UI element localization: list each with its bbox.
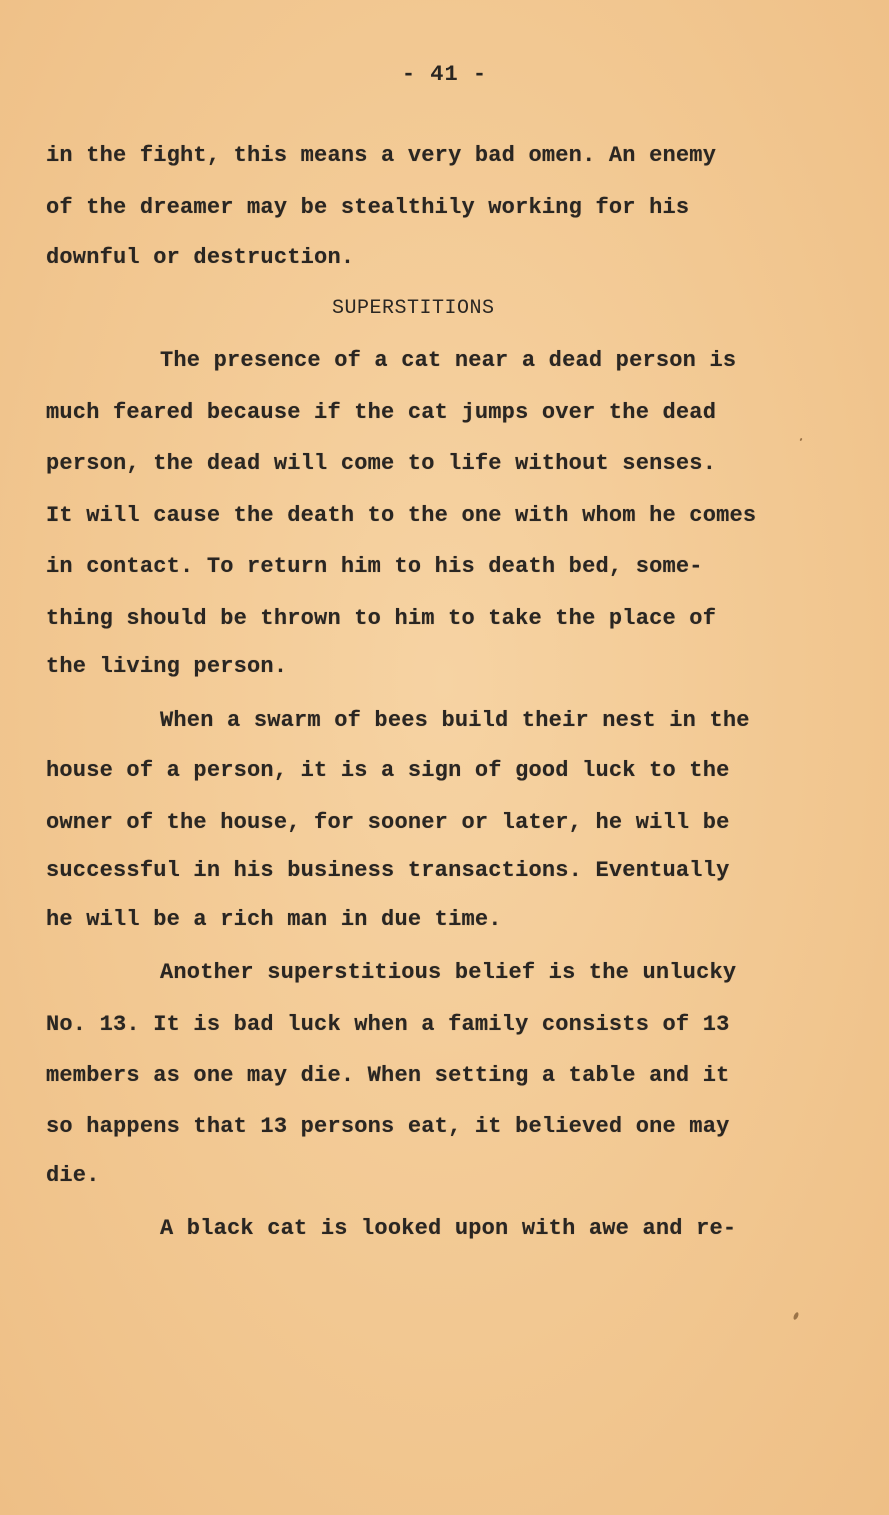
text-line: much feared because if the cat jumps over the dead — [46, 400, 717, 425]
section-heading: SUPERSTITIONS — [332, 297, 495, 320]
text-line: he will be a rich man in due time. — [46, 907, 502, 932]
text-line: members as one may die. When setting a table and it — [46, 1063, 730, 1088]
text-line: successful in his business transactions. Eventually — [46, 858, 730, 883]
text-line: die. — [46, 1163, 100, 1188]
text-line: house of a person, it is a sign of good luck to the — [46, 758, 730, 783]
text-line: in the fight, this means a very bad omen. An enemy — [46, 143, 717, 168]
paragraph-first-line: When a swarm of bees build their nest in the — [160, 708, 750, 733]
text-line: It will cause the death to the one with whom he comes — [46, 503, 757, 528]
text-line: owner of the house, for sooner or later, he will be — [46, 810, 730, 835]
text-line: person, the dead will come to life without senses. — [46, 451, 717, 476]
paragraph-first-line: A black cat is looked upon with awe and re- — [160, 1216, 737, 1241]
text-line: of the dreamer may be stealthily working for his — [46, 195, 690, 220]
text-line: thing should be thrown to him to take the place of — [46, 606, 717, 631]
text-line: downful or destruction. — [46, 245, 355, 270]
paragraph-first-line: The presence of a cat near a dead person is — [160, 348, 737, 373]
ink-speck — [799, 438, 802, 442]
text-line: the living person. — [46, 654, 288, 679]
text-line: No. 13. It is bad luck when a family consists of 13 — [46, 1012, 730, 1037]
text-line: so happens that 13 persons eat, it believed one may — [46, 1114, 730, 1139]
text-line: in contact. To return him to his death bed, some- — [46, 554, 703, 579]
paragraph-first-line: Another superstitious belief is the unlucky — [160, 960, 737, 985]
ink-speck — [792, 1312, 799, 1321]
page-number: - 41 - — [401, 62, 488, 87]
